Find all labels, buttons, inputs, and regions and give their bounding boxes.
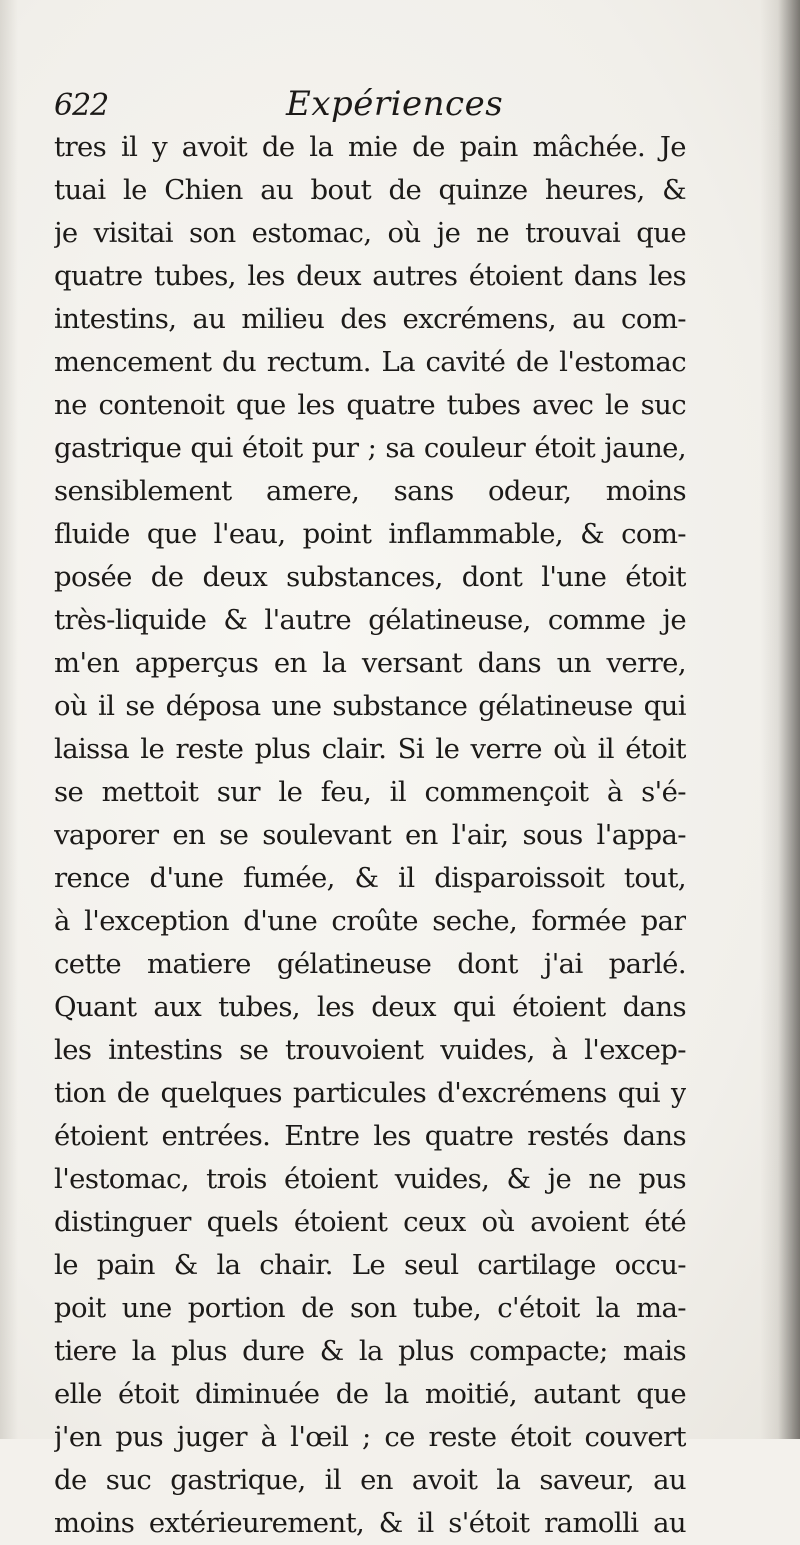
text-line: intestins, au milieu des excrémens, au com- bbox=[54, 303, 686, 335]
text-line: ne contenoit que les quatre tubes avec le suc bbox=[54, 389, 686, 421]
text-line: tion de quelques particules d'excrémens qui y bbox=[54, 1077, 686, 1109]
text-line: les intestins se trouvoient vuides, à l'excep- bbox=[54, 1034, 686, 1066]
text-line: quatre tubes, les deux autres étoient dans les bbox=[54, 260, 686, 292]
text-line: fluide que l'eau, point inflammable, & com- bbox=[54, 518, 686, 550]
text-line: rence d'une fumée, & il disparoissoit tout, bbox=[54, 862, 686, 894]
text-line: posée de deux substances, dont l'une étoit bbox=[54, 561, 686, 593]
running-head bbox=[54, 82, 734, 128]
text-line: poit une portion de son tube, c'étoit la ma- bbox=[54, 1292, 686, 1324]
page-number: 622 bbox=[54, 88, 109, 123]
text-line: étoient entrées. Entre les quatre restés dans bbox=[54, 1120, 686, 1152]
text-line: le pain & la chair. Le seul cartilage occu- bbox=[54, 1249, 686, 1281]
text-line: tuai le Chien au bout de quinze heures, & bbox=[54, 174, 686, 206]
text-line: de suc gastrique, il en avoit la saveur, au bbox=[54, 1464, 686, 1496]
text-line: vaporer en se soulevant en l'air, sous l'appa- bbox=[54, 819, 686, 851]
text-line: à l'exception d'une croûte seche, formée par bbox=[54, 905, 686, 937]
text-line: j'en pus juger à l'œil ; ce reste étoit couvert bbox=[54, 1421, 686, 1453]
text-line: distinguer quels étoient ceux où avoient été bbox=[54, 1206, 686, 1238]
text-line: mencement du rectum. La cavité de l'estomac bbox=[54, 346, 686, 378]
gutter-shadow bbox=[760, 0, 800, 1439]
text-line: je visitai son estomac, où je ne trouvai que bbox=[54, 217, 686, 249]
text-line: tiere la plus dure & la plus compacte; mais bbox=[54, 1335, 686, 1367]
text-line: laissa le reste plus clair. Si le verre où il étoit bbox=[54, 733, 686, 765]
body-text bbox=[54, 126, 686, 1545]
text-line: tres il y avoit de la mie de pain mâchée. Je bbox=[54, 131, 686, 163]
text-line: moins extérieurement, & il s'étoit ramolli au bbox=[54, 1507, 686, 1539]
text-line: elle étoit diminuée de la moitié, autant que bbox=[54, 1378, 686, 1410]
text-line: m'en apperçus en la versant dans un verre, bbox=[54, 647, 686, 679]
text-line: l'estomac, trois étoient vuides, & je ne pus bbox=[54, 1163, 686, 1195]
page-edge-left bbox=[0, 0, 18, 1439]
text-line: se mettoit sur le feu, il commençoit à s'é- bbox=[54, 776, 686, 808]
text-line: sensiblement amere, sans odeur, moins bbox=[54, 475, 686, 507]
running-head-title: Expériences bbox=[286, 84, 504, 124]
text-line: cette matiere gélatineuse dont j'ai parlé. bbox=[54, 948, 686, 980]
text-line: très-liquide & l'autre gélatineuse, comme je bbox=[54, 604, 686, 636]
text-line: Quant aux tubes, les deux qui étoient dans bbox=[54, 991, 686, 1023]
text-line: où il se déposa une substance gélatineuse qui bbox=[54, 690, 686, 722]
text-line: gastrique qui étoit pur ; sa couleur étoit jaune, bbox=[54, 432, 686, 464]
